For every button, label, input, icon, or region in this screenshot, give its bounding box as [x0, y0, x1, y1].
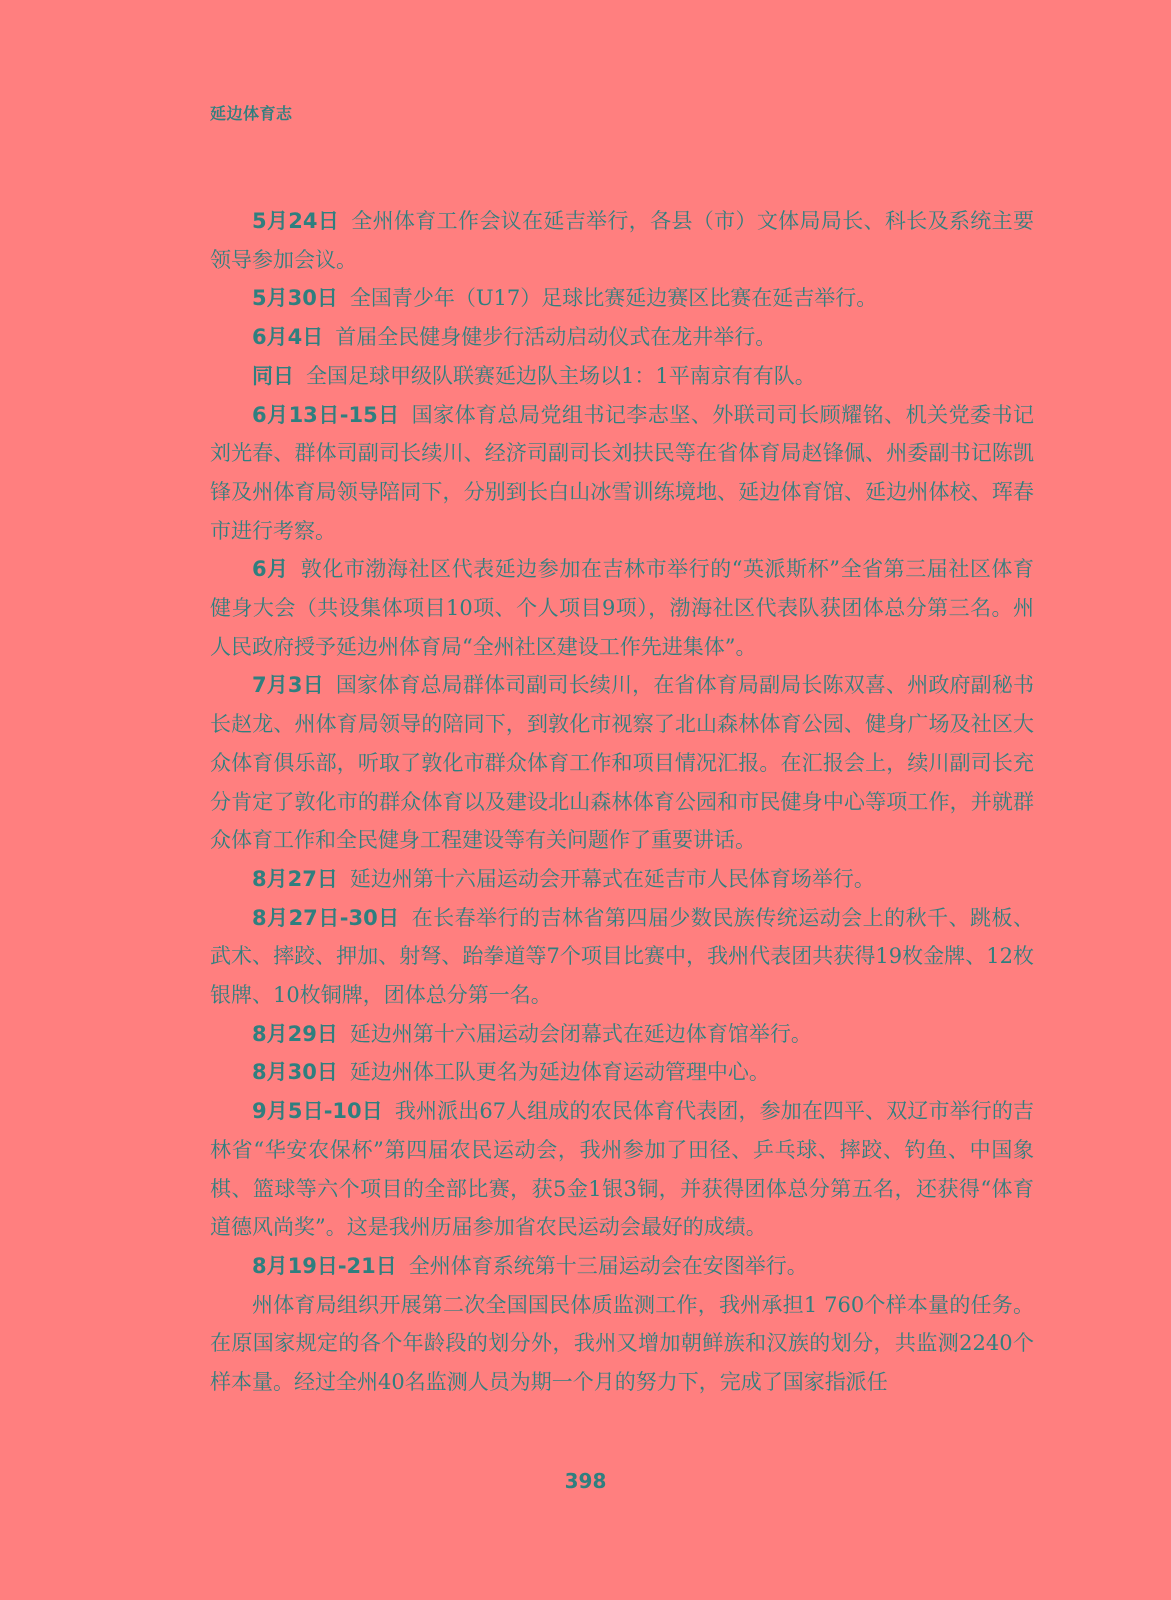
entry-paragraph	[210, 1053, 1034, 1092]
entry-paragraph	[210, 860, 1034, 899]
entry-paragraph	[210, 899, 1034, 1015]
entry-date: 9月5日-10日	[252, 1099, 383, 1124]
page-number: 398	[564, 1469, 607, 1493]
entry-text: 国家体育总局党组书记李志坚、外联司司长顾耀铭、机关党委书记刘光春、群体司副司长续川、经济司副司长刘扶民等在省体育局赵锋佩、州委副书记陈凯锋及州体育局领导陪同下，分别到长白山冰雪训练境地、延边体育馆、延边州体校、珲春市进行考察。	[210, 402, 1034, 543]
entry-date: 6月13日-15日	[252, 402, 400, 427]
entry-text: 敦化市渤海社区代表延边参加在吉林市举行的“英派斯杯”全省第三届社区体育健身大会（共设集体项目10项、个人项目9项），渤海社区代表队获团体总分第三名。州人民政府授予延边州体育局“全州社区建设工作先进集体”。	[210, 557, 1034, 659]
entry-paragraph	[210, 279, 1034, 318]
entry-date: 同日	[252, 363, 294, 388]
entry-date: 5月30日	[252, 286, 338, 311]
entry-paragraph	[210, 550, 1034, 666]
entry-text: 全州体育系统第十三届运动会在安图举行。	[408, 1253, 808, 1278]
entry-date: 5月24日	[252, 209, 340, 233]
entry-paragraph	[210, 318, 1034, 357]
entry-date: 8月29日	[252, 1021, 338, 1046]
entry-text: 在长春举行的吉林省第四届少数民族传统运动会上的秋千、跳板、武术、摔跤、押加、射弩、跆拳道等7个项目比赛中，我州代表团共获得19枚金牌、12枚银牌、10枚铜牌，团体总分第一名。	[210, 905, 1034, 1008]
entry-paragraph	[210, 666, 1034, 860]
entry-date: 6月4日	[252, 325, 324, 350]
entry-paragraph	[210, 1247, 1034, 1286]
entry-text: 全国足球甲级队联赛延边队主场以1：1平南京有有队。	[306, 363, 816, 388]
entry-text: 全州体育工作会议在延吉举行，各县（市）文体局局长、科长及系统主要领导参加会议。	[210, 209, 1034, 272]
chronicle-body	[210, 202, 1034, 1402]
entry-paragraph	[210, 357, 1034, 396]
entry-text: 延边州第十六届运动会闭幕式在延边体育馆举行。	[349, 1021, 812, 1046]
entry-text: 延边州第十六届运动会开幕式在延吉市人民体育场举行。	[349, 866, 875, 891]
entry-paragraph	[210, 396, 1034, 551]
entry-paragraph	[210, 1286, 1034, 1402]
entry-paragraph	[210, 202, 1034, 279]
entry-date: 8月30日	[252, 1060, 338, 1085]
entry-text: 首届全民健身健步行活动启动仪式在龙井举行。	[335, 325, 777, 350]
entry-paragraph	[210, 1092, 1034, 1247]
entry-paragraph	[210, 1015, 1034, 1054]
entry-date: 8月27日	[252, 866, 338, 891]
entry-text: 州体育局组织开展第二次全国国民体质监测工作，我州承担1 760个样本量的任务。在原国家规定的各个年龄段的划分外，我州又增加朝鲜族和汉族的划分，共监测2240个样本量。经过全州40名监测人员为期一个月的努力下，完成了国家指派任	[210, 1292, 1034, 1395]
book-title: 延边体育志	[210, 104, 293, 123]
entry-date: 7月3日	[252, 673, 324, 698]
entry-text: 全国青少年（U17）足球比赛延边赛区比赛在延吉举行。	[349, 286, 878, 311]
entry-text: 我州派出67人组成的农民体育代表团，参加在四平、双辽市举行的吉林省“华安农保杯”第四届农民运动会，我州参加了田径、乒乓球、摔跤、钓鱼、中国象棋、篮球等六个项目的全部比赛，获5金1银3铜，并获得团体总分第五名，还获得“体育道德风尚奖”。这是我州历届参加省农民运动会最好的成绩。	[210, 1099, 1034, 1240]
entry-text: 延边州体工队更名为延边体育运动管理中心。	[349, 1060, 770, 1085]
entry-date: 8月27日-30日	[252, 905, 400, 930]
entry-text: 国家体育总局群体司副司长续川，在省体育局副局长陈双喜、州政府副秘书长赵龙、州体育局领导的陪同下，到敦化市视察了北山森林体育公园、健身广场及社区大众体育俱乐部，听取了敦化市群众体育工作和项目情况汇报。在汇报会上，续川副司长充分肯定了敦化市的群众体育以及建设北山森林体育公园和市民健身中心等项工作，并就群众体育工作和全民健身工程建设等有关问题作了重要讲话。	[210, 673, 1034, 853]
entry-date: 8月19日-21日	[252, 1253, 397, 1278]
entry-date: 6月	[252, 557, 289, 582]
